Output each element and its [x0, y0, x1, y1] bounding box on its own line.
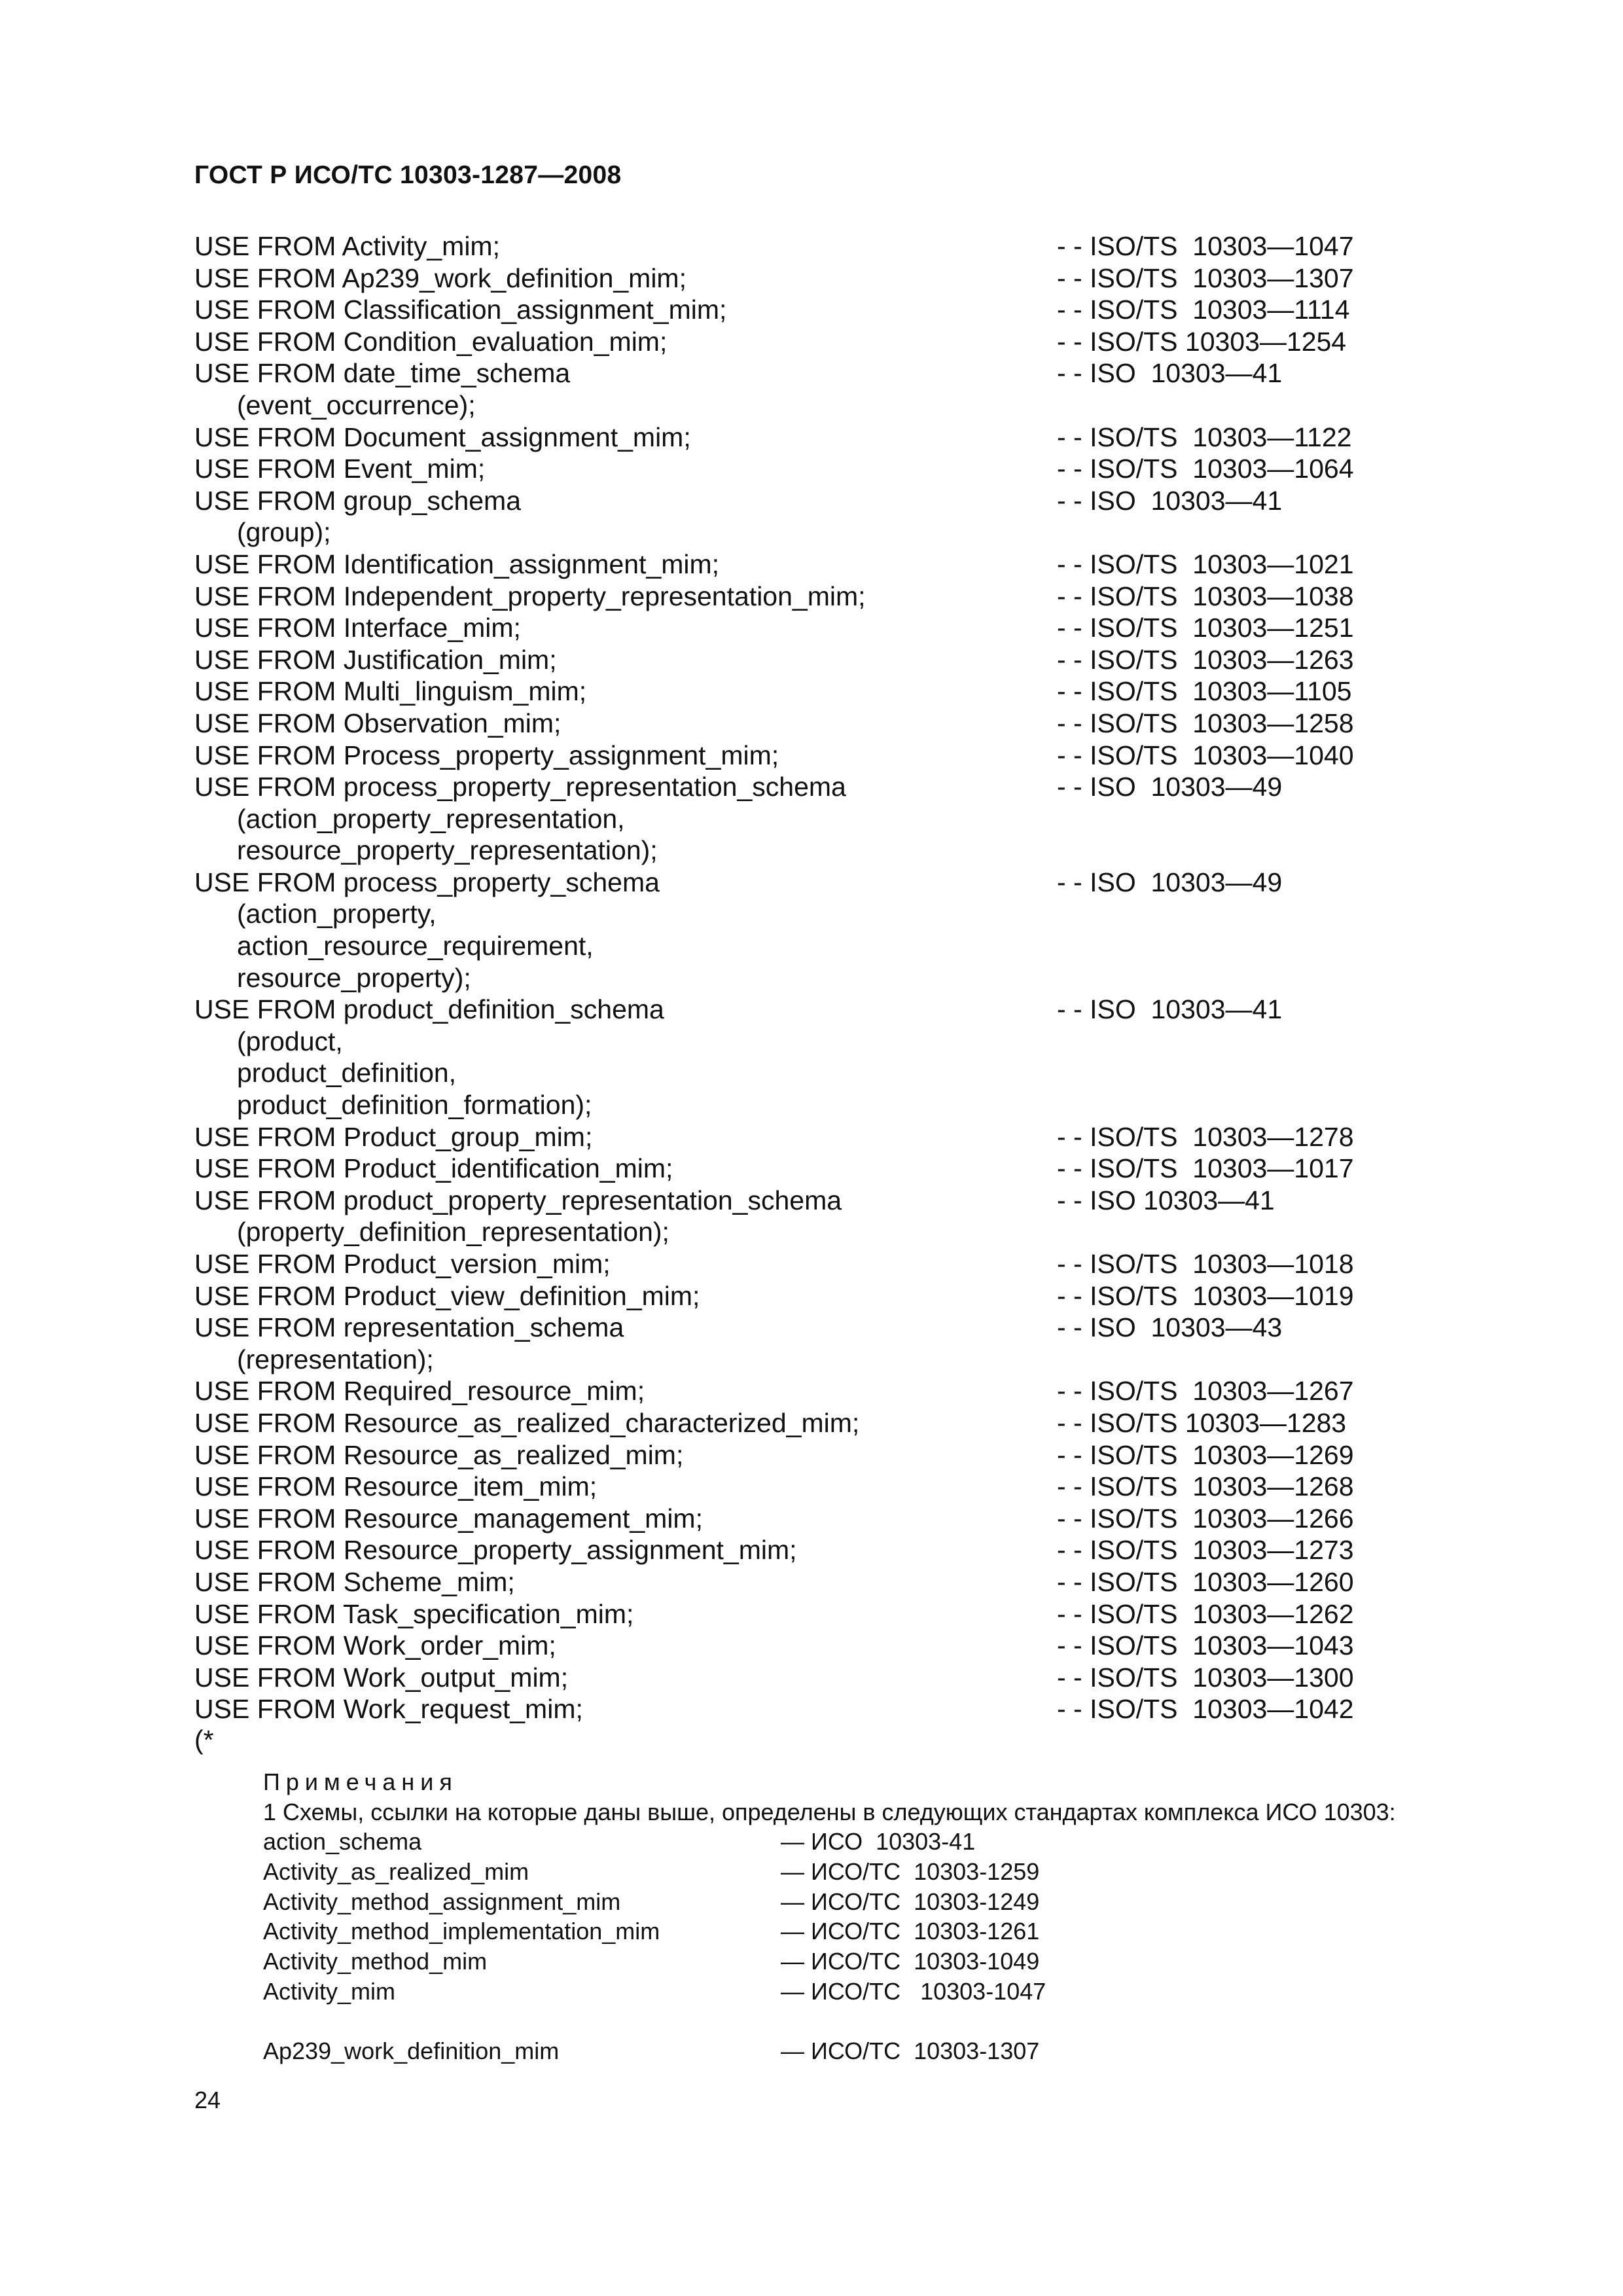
- standard-reference: - - ISO/TS 10303—1122: [1057, 422, 1352, 452]
- use-from-statement: USE FROM Event_mim;: [194, 454, 486, 484]
- use-from-entry: [194, 1439, 1438, 1471]
- schema-name: Activity_mim: [263, 1977, 396, 2005]
- use-from-statement: USE FROM Resource_as_realized_characterized_mim;: [194, 1407, 860, 1438]
- comment-open: (*: [194, 1725, 214, 1755]
- standard-reference: - - ISO/TS 10303—1260: [1057, 1566, 1354, 1597]
- use-from-statement: USE FROM Resource_item_mim;: [194, 1471, 597, 1502]
- schema-standard-reference: — ИСО/ТС 10303-1307: [781, 2037, 1040, 2065]
- standard-reference: - - ISO 10303—49: [1057, 867, 1283, 897]
- use-from-entry: [194, 612, 1438, 644]
- schema-standard-reference: — ИСО 10303-41: [781, 1828, 976, 1856]
- standard-reference: - - ISO/TS 10303—1267: [1057, 1376, 1354, 1407]
- standard-reference: - - ISO 10303—43: [1057, 1312, 1283, 1343]
- note-row: [263, 1916, 1507, 1946]
- standard-reference: - - ISO/TS 10303—1018: [1057, 1249, 1354, 1279]
- standard-reference: - - ISO/TS 10303—1278: [1057, 1121, 1354, 1152]
- standard-reference: - - ISO/TS 10303—1251: [1057, 613, 1354, 643]
- use-from-statement: USE FROM Work_output_mim;: [194, 1662, 569, 1693]
- standard-reference: - - ISO/TS 10303—1105: [1057, 676, 1352, 707]
- standard-reference: - - ISO 10303—41: [1057, 485, 1283, 516]
- schema-name: action_schema: [263, 1828, 422, 1856]
- use-from-entry: [194, 1566, 1438, 1598]
- standard-reference: - - ISO/TS 10303—1269: [1057, 1439, 1354, 1470]
- note-row: [263, 1857, 1507, 1887]
- standard-reference: - - ISO/TS 10303—1019: [1057, 1280, 1354, 1311]
- use-from-argument: resource_property_representation);: [237, 835, 658, 866]
- standard-reference: - - ISO/TS 10303—1254: [1057, 326, 1347, 357]
- standard-reference: - - ISO/TS 10303—1017: [1057, 1153, 1354, 1184]
- use-from-statement: USE FROM process_property_representation_schema: [194, 772, 846, 802]
- standard-reference: - - ISO/TS 10303—1266: [1057, 1503, 1354, 1534]
- use-from-statement: USE FROM Required_resource_mim;: [194, 1376, 645, 1407]
- note-row: [263, 1887, 1507, 1917]
- use-from-statement: USE FROM Observation_mim;: [194, 708, 562, 738]
- schema-name: Activity_method_mim: [263, 1948, 488, 1975]
- use-from-statement: USE FROM Scheme_mim;: [194, 1566, 515, 1597]
- standard-reference: - - ISO/TS 10303—1114: [1057, 295, 1350, 325]
- standard-reference: - - ISO/TS 10303—1040: [1057, 740, 1354, 770]
- use-from-statement: USE FROM Product_identification_mim;: [194, 1153, 673, 1184]
- use-from-statement: USE FROM Product_version_mim;: [194, 1249, 611, 1279]
- use-from-entry: [194, 485, 1438, 548]
- standard-reference: - - ISO/TS 10303—1263: [1057, 644, 1354, 675]
- use-from-entry: [194, 1534, 1438, 1566]
- use-from-entry: [194, 1248, 1438, 1280]
- use-from-statement: USE FROM date_time_schema: [194, 358, 571, 389]
- use-from-entry: [194, 453, 1438, 485]
- use-from-entry: [194, 1375, 1438, 1407]
- schema-standard-reference: — ИСО/ТС 10303-1259: [781, 1858, 1040, 1886]
- use-from-entry: [194, 1598, 1438, 1630]
- use-from-statement: USE FROM representation_schema: [194, 1312, 624, 1343]
- schema-name: Activity_method_assignment_mim: [263, 1888, 621, 1915]
- standard-reference: - - ISO/TS 10303—1300: [1057, 1662, 1354, 1693]
- use-from-argument: (representation);: [237, 1344, 434, 1374]
- use-from-entry: [194, 1662, 1438, 1694]
- use-from-statement: USE FROM Independent_property_representation_mim;: [194, 581, 866, 611]
- notes-section: [263, 1767, 1507, 2066]
- use-from-entry: [194, 581, 1438, 613]
- use-from-entry: [194, 357, 1438, 421]
- schema-standard-reference: — ИСО/ТС 10303-1047: [781, 1977, 1046, 2005]
- use-from-entry: [194, 708, 1438, 740]
- standard-reference: - - ISO 10303—41: [1057, 358, 1283, 389]
- standard-reference: - - ISO/TS 10303—1307: [1057, 262, 1354, 293]
- use-from-argument: (property_definition_representation);: [237, 1217, 669, 1247]
- use-from-entry: [194, 1185, 1438, 1248]
- standard-reference: - - ISO/TS 10303—1047: [1057, 231, 1354, 261]
- use-from-entry: [194, 326, 1438, 358]
- note-row: [263, 1977, 1507, 2007]
- use-from-statement: USE FROM Multi_linguism_mim;: [194, 676, 587, 707]
- schema-standard-reference: — ИСО/ТС 10303-1049: [781, 1948, 1040, 1975]
- notes-spacer: [263, 2007, 1507, 2037]
- note-row: [263, 1827, 1507, 1857]
- use-from-entry: [194, 867, 1438, 994]
- use-from-statement: USE FROM product_property_representation_schema: [194, 1185, 842, 1215]
- use-from-statement: USE FROM Identification_assignment_mim;: [194, 548, 720, 579]
- standard-reference: - - ISO/TS 10303—1021: [1057, 548, 1354, 579]
- use-from-statement: USE FROM Work_request_mim;: [194, 1694, 583, 1725]
- use-from-argument: product_definition_formation);: [237, 1090, 592, 1121]
- standard-reference: - - ISO/TS 10303—1262: [1057, 1598, 1354, 1629]
- notes-heading: Примечания: [263, 1768, 458, 1795]
- standard-reference: - - ISO/TS 10303—1064: [1057, 454, 1354, 484]
- use-from-entry: [194, 1471, 1438, 1503]
- use-from-argument: (action_property,: [237, 899, 437, 929]
- use-from-argument: (product,: [237, 1026, 343, 1056]
- use-from-statement: USE FROM Resource_as_realized_mim;: [194, 1439, 684, 1470]
- standard-reference: - - ISO/TS 10303—1042: [1057, 1694, 1354, 1725]
- use-from-statement: USE FROM Process_property_assignment_mim;: [194, 740, 779, 770]
- use-from-statement: USE FROM Work_order_mim;: [194, 1630, 556, 1661]
- standard-reference: - - ISO 10303—41: [1057, 1185, 1275, 1215]
- use-from-argument: (event_occurrence);: [237, 389, 476, 420]
- schema-standard-reference: — ИСО/ТС 10303-1261: [781, 1918, 1040, 1945]
- use-from-list: [194, 230, 1438, 1725]
- schema-name: Ap239_work_definition_mim: [263, 2037, 560, 2065]
- use-from-statement: USE FROM Product_group_mim;: [194, 1121, 593, 1152]
- schema-standard-reference: — ИСО/ТС 10303-1249: [781, 1888, 1040, 1915]
- use-from-entry: [194, 994, 1438, 1121]
- notes-table: [263, 1827, 1507, 2066]
- schema-name: Activity_as_realized_mim: [263, 1858, 529, 1886]
- use-from-argument: (action_property_representation,: [237, 803, 625, 834]
- use-from-entry: [194, 1121, 1438, 1153]
- use-from-entry: [194, 644, 1438, 676]
- use-from-entry: [194, 1630, 1438, 1662]
- use-from-entry: [194, 675, 1438, 708]
- standard-reference: - - ISO/TS 10303—1258: [1057, 708, 1354, 738]
- use-from-entry: [194, 1312, 1438, 1375]
- use-from-entry: [194, 1280, 1438, 1312]
- use-from-statement: USE FROM Justification_mim;: [194, 644, 557, 675]
- use-from-statement: USE FROM Interface_mim;: [194, 613, 521, 643]
- use-from-statement: USE FROM Product_view_definition_mim;: [194, 1280, 700, 1311]
- use-from-argument: product_definition,: [237, 1058, 457, 1088]
- use-from-statement: USE FROM group_schema: [194, 485, 522, 516]
- use-from-statement: USE FROM Resource_management_mim;: [194, 1503, 703, 1534]
- use-from-statement: USE FROM process_property_schema: [194, 867, 660, 897]
- note-row: [263, 2036, 1507, 2066]
- use-from-entry: [194, 294, 1438, 326]
- use-from-entry: [194, 262, 1438, 295]
- standard-reference: - - ISO/TS 10303—1268: [1057, 1471, 1354, 1502]
- use-from-argument: action_resource_requirement,: [237, 931, 594, 961]
- use-from-statement: USE FROM Resource_property_assignment_mim;: [194, 1535, 797, 1566]
- use-from-argument: resource_property);: [237, 962, 471, 993]
- use-from-statement: USE FROM Ap239_work_definition_mim;: [194, 262, 687, 293]
- use-from-entry: [194, 740, 1438, 772]
- use-from-entry: [194, 230, 1438, 262]
- note-row: [263, 1946, 1507, 1977]
- standard-reference: - - ISO/TS 10303—1273: [1057, 1535, 1354, 1566]
- use-from-entry: [194, 422, 1438, 454]
- schema-name: Activity_method_implementation_mim: [263, 1918, 660, 1945]
- standard-reference: - - ISO 10303—41: [1057, 994, 1283, 1025]
- use-from-statement: USE FROM product_definition_schema: [194, 994, 664, 1025]
- use-from-statement: USE FROM Activity_mim;: [194, 231, 500, 261]
- use-from-statement: USE FROM Task_specification_mim;: [194, 1598, 634, 1629]
- standard-reference: - - ISO 10303—49: [1057, 772, 1283, 802]
- use-from-entry: [194, 548, 1438, 581]
- use-from-entry: [194, 1693, 1438, 1725]
- notes-intro: 1 Схемы, ссылки на которые даны выше, определены в следующих стандартах комплекса ИСО 10303:: [263, 1798, 1396, 1825]
- use-from-entry: [194, 1153, 1438, 1185]
- use-from-entry: [194, 771, 1438, 867]
- standard-reference: - - ISO/TS 10303—1043: [1057, 1630, 1354, 1661]
- page-header: ГОСТ Р ИСО/ТС 10303-1287—2008: [194, 161, 622, 189]
- use-from-statement: USE FROM Document_assignment_mim;: [194, 422, 691, 452]
- use-from-argument: (group);: [237, 517, 331, 548]
- use-from-statement: USE FROM Classification_assignment_mim;: [194, 295, 727, 325]
- use-from-statement: USE FROM Condition_evaluation_mim;: [194, 326, 668, 357]
- page-number: 24: [194, 2087, 221, 2113]
- standard-reference: - - ISO/TS 10303—1283: [1057, 1407, 1347, 1438]
- use-from-entry: [194, 1503, 1438, 1535]
- standard-reference: - - ISO/TS 10303—1038: [1057, 581, 1354, 611]
- use-from-entry: [194, 1407, 1438, 1439]
